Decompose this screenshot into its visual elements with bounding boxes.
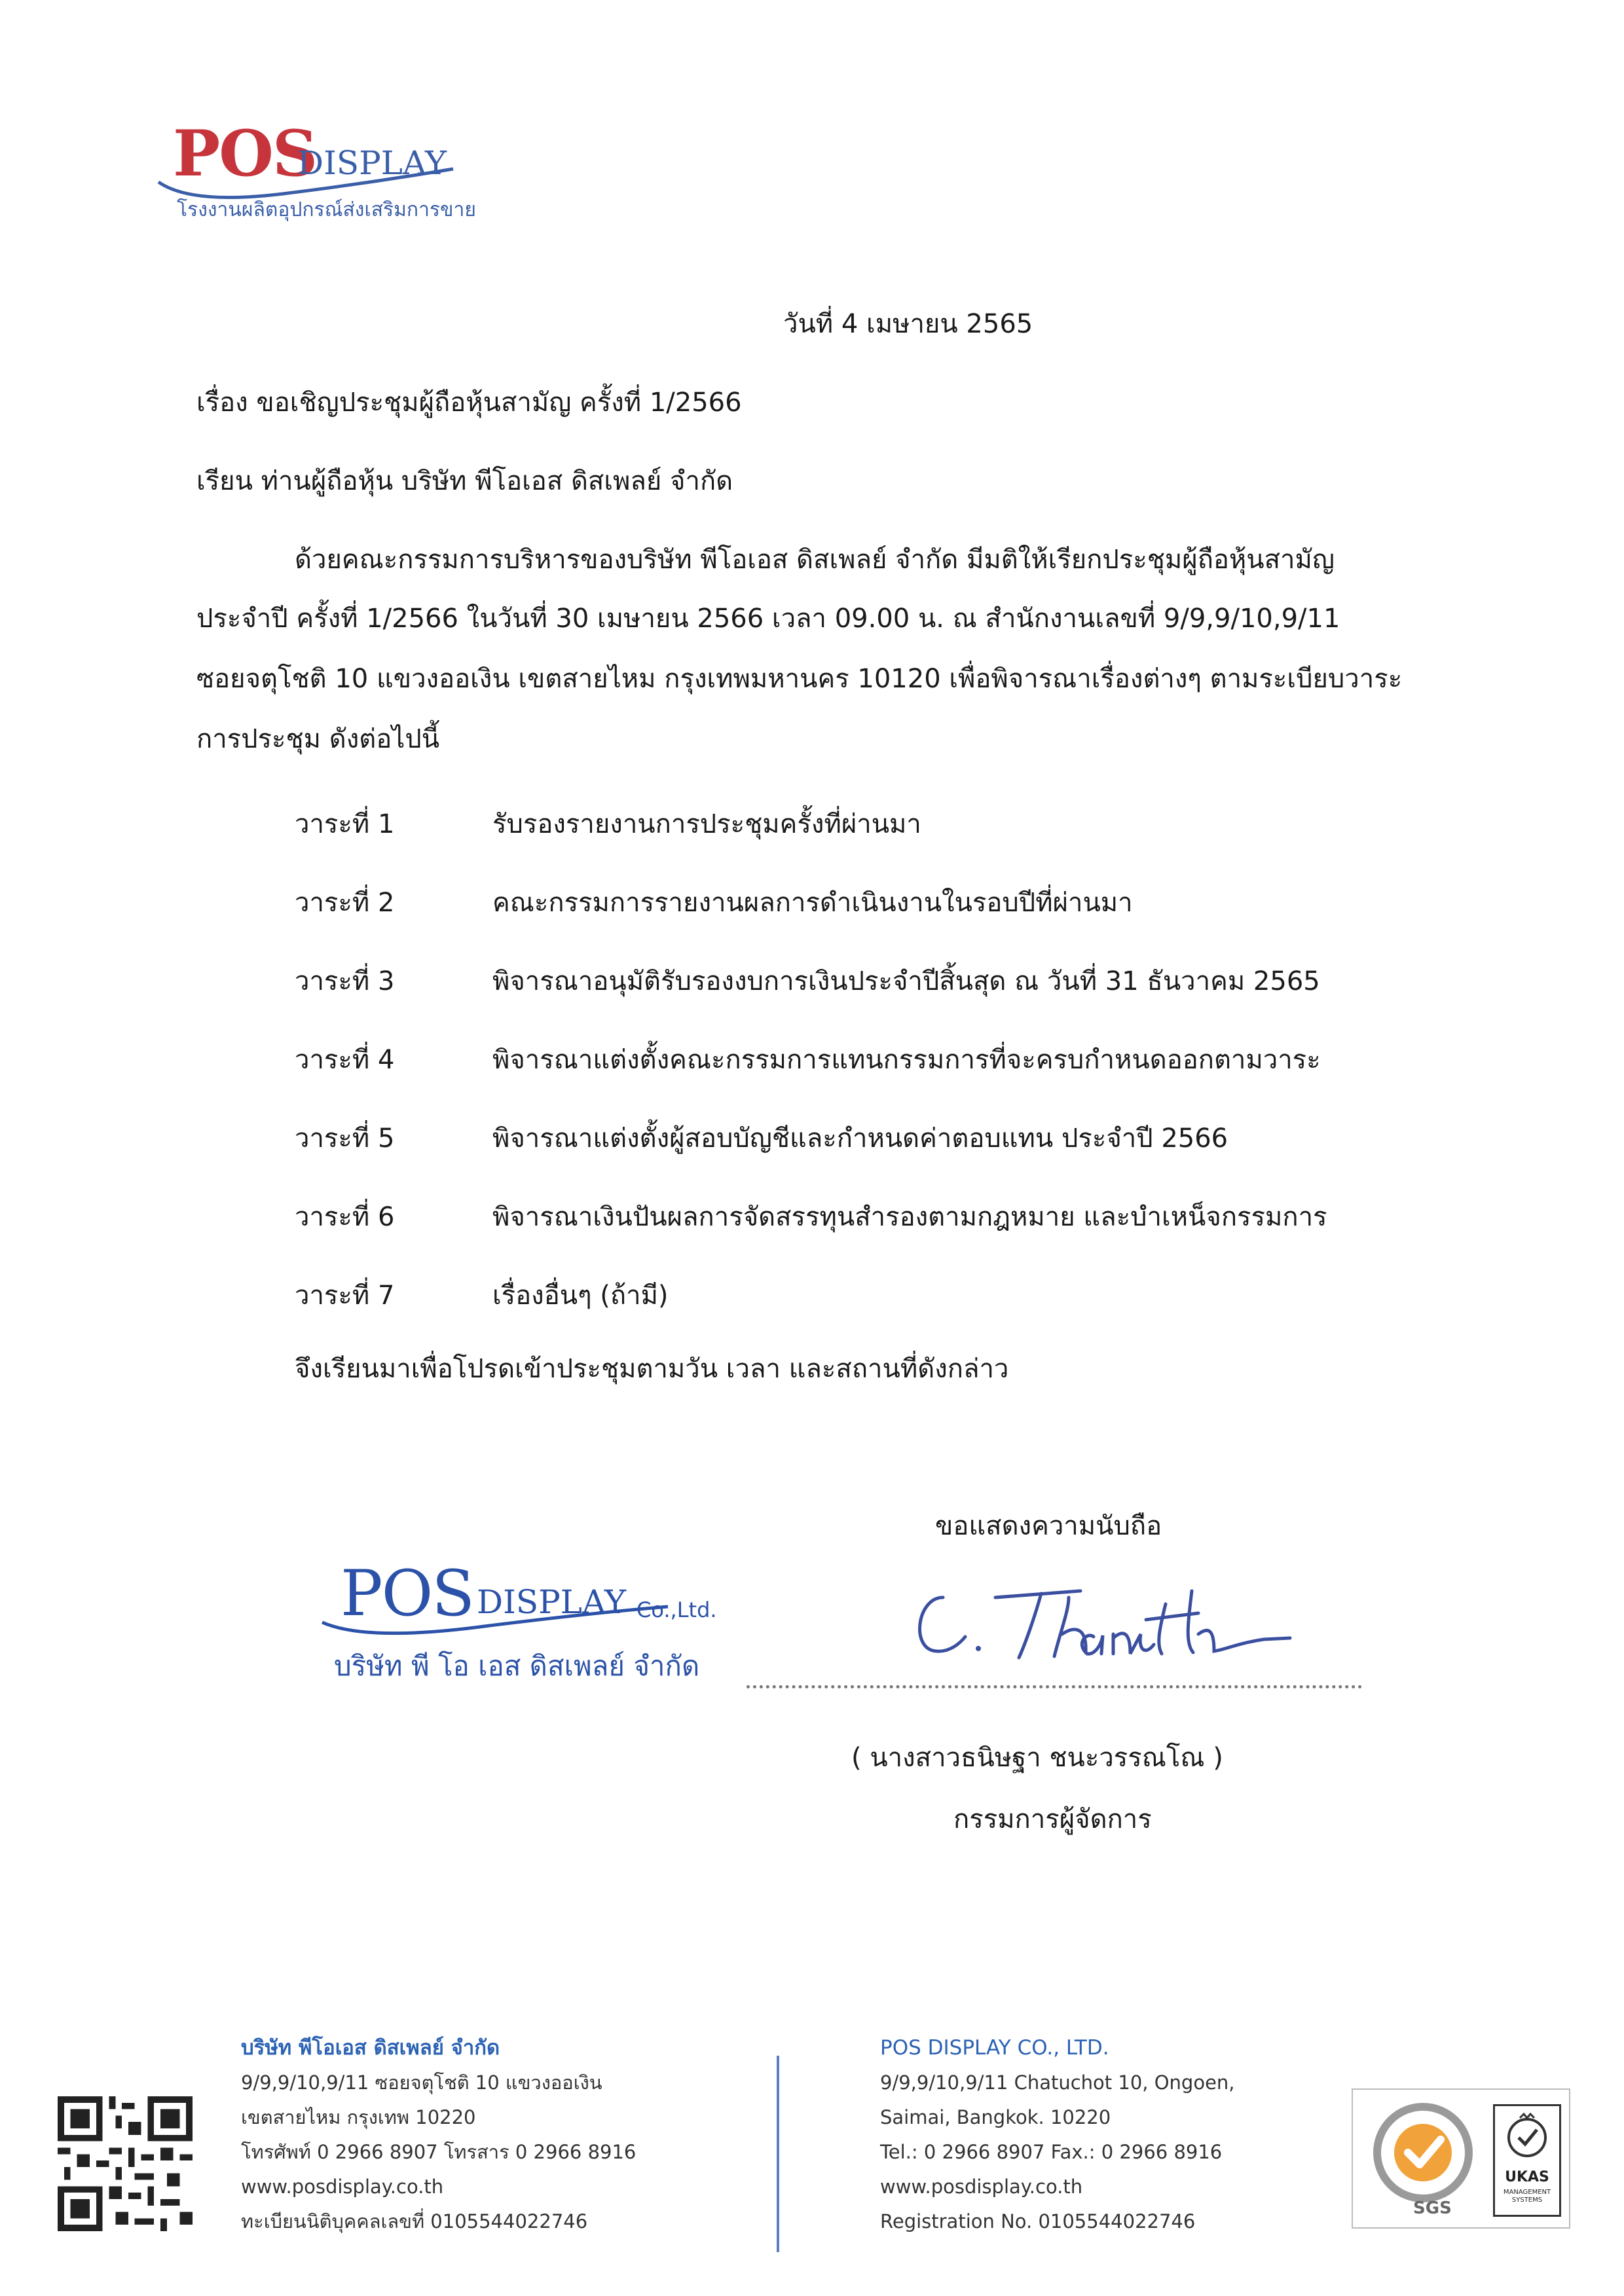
- logo-pos-text: POS: [173, 117, 317, 191]
- stamp-display-text: DISPLAY: [477, 1583, 627, 1621]
- letter-subject: เรื่อง ขอเชิญประชุมผู้ถือหุ้นสามัญ ครั้งที่ 1/2566: [196, 388, 742, 418]
- ukas-badge: [1493, 2104, 1561, 2217]
- company-stamp: [314, 1557, 717, 1694]
- agenda-item: พิจารณาแต่งตั้งผู้สอบบัญชีและกำหนดค่าตอบแทน ประจำปี 2566: [492, 1123, 1228, 1154]
- agenda-item: คณะกรรมการรายงานผลการดำเนินงานในรอบปีที่ผ่านมา: [492, 888, 1133, 918]
- stamp-thai-name: บริษัท พี โอ เอส ดิสเพลย์ จำกัด: [334, 1650, 700, 1682]
- regards-text: ขอแสดงความนับถือ: [935, 1511, 1162, 1541]
- agenda-item: พิจารณาแต่งตั้งคณะกรรมการแทนกรรมการที่จะครบกำหนดออกตามวาระ: [492, 1045, 1321, 1075]
- footer-thai-line: เขตสายไหม กรุงเทพ 10220: [241, 2106, 476, 2128]
- agenda-number: วาระที่ 5: [295, 1123, 395, 1154]
- footer-thai-company: บริษัท พีโอเอส ดิสเพลย์ จำกัด: [241, 2036, 500, 2060]
- body-line: การประชุม ดังต่อไปนี้: [196, 724, 440, 754]
- certification-badges: [1352, 2088, 1570, 2229]
- stamp-pos-text: POS: [341, 1557, 474, 1630]
- footer-english-line: Saimai, Bangkok. 10220: [880, 2106, 1111, 2128]
- qr-code-icon: [58, 2096, 193, 2231]
- closing-line: จึงเรียนมาเพื่อโปรดเข้าประชุมตามวัน เวลา และสถานที่ดังกล่าว: [295, 1354, 1009, 1384]
- footer-thai-line: โทรศัพท์ 0 2966 8907 โทรสาร 0 2966 8916: [241, 2141, 637, 2163]
- sgs-label: SGS: [1413, 2198, 1452, 2218]
- agenda-number: วาระที่ 4: [295, 1045, 395, 1075]
- logo-display-text: DISPLAY: [297, 144, 447, 182]
- footer-english-block: [880, 2031, 1235, 2239]
- footer-divider: [777, 2056, 779, 2252]
- footer-thai-line: www.posdisplay.co.th: [241, 2176, 444, 2198]
- letter-recipient: เรียน ท่านผู้ถือหุ้น บริษัท พีโอเอส ดิสเพลย์ จำกัด: [196, 466, 733, 496]
- body-line: ประจำปี ครั้งที่ 1/2566 ในวันที่ 30 เมษายน 2566 เวลา 09.00 น. ณ สำนักงานเลขที่ 9/9,9/10,9/11: [196, 604, 1340, 634]
- company-logo: [152, 117, 476, 228]
- agenda-number: วาระที่ 2: [295, 888, 395, 918]
- logo-tagline: โรงงานผลิตอุปกรณ์ส่งเสริมการขาย: [177, 198, 476, 221]
- footer-english-line: www.posdisplay.co.th: [880, 2176, 1083, 2198]
- letter-date: วันที่ 4 เมษายน 2565: [783, 309, 1033, 339]
- footer-english-line: Tel.: 0 2966 8907 Fax.: 0 2966 8916: [880, 2141, 1223, 2163]
- signature-image: [897, 1571, 1316, 1669]
- crown-tick-icon: [1504, 2113, 1550, 2159]
- footer-thai-line: 9/9,9/10,9/11 ซอยจตุโชติ 10 แขวงออเงิน: [241, 2071, 602, 2094]
- signature-line: [747, 1685, 1362, 1688]
- footer-thai-line: ทะเบียนนิติบุคคลเลขที่ 0105544022746: [241, 2210, 588, 2232]
- agenda-item: เรื่องอื่นๆ (ถ้ามี): [492, 1281, 669, 1311]
- stamp-ltd-text: Co.,Ltd.: [637, 1597, 717, 1622]
- agenda-item: พิจารณาเงินปันผลการจัดสรรทุนสำรองตามกฎหมาย และบำเหน็จกรรมการ: [492, 1202, 1327, 1232]
- signer-title: กรรมการผู้จัดการ: [953, 1804, 1152, 1834]
- agenda-item: รับรองรายงานการประชุมครั้งที่ผ่านมา: [492, 809, 921, 839]
- body-line: ด้วยคณะกรรมการบริหารของบริษัท พีโอเอส ดิสเพลย์ จำกัด มีมติให้เรียกประชุมผู้ถือหุ้นสามัญ: [295, 545, 1335, 575]
- ukas-sublabel: MANAGEMENT SYSTEMS: [1503, 2189, 1551, 2204]
- ukas-label: UKAS: [1505, 2169, 1549, 2185]
- agenda-number: วาระที่ 3: [295, 966, 395, 996]
- agenda-number: วาระที่ 6: [295, 1202, 395, 1232]
- footer-english-line: Registration No. 0105544022746: [880, 2210, 1196, 2232]
- agenda-number: วาระที่ 7: [295, 1281, 395, 1311]
- signer-name: ( นางสาวธนิษฐา ชนะวรรณโณ ): [851, 1743, 1223, 1773]
- body-line: ซอยจตุโชติ 10 แขวงออเงิน เขตสายไหม กรุงเทพมหานคร 10120 เพื่อพิจารณาเรื่องต่างๆ ตามระเบียบวาระ: [196, 664, 1403, 694]
- agenda-item: พิจารณาอนุมัติรับรองงบการเงินประจำปีสิ้นสุด ณ วันที่ 31 ธันวาคม 2565: [492, 966, 1320, 996]
- footer-english-line: 9/9,9/10,9/11 Chatuchot 10, Ongoen,: [880, 2071, 1235, 2094]
- agenda-number: วาระที่ 1: [295, 809, 395, 839]
- footer-thai-block: [241, 2031, 636, 2239]
- footer-english-company: POS DISPLAY CO., LTD.: [880, 2036, 1109, 2060]
